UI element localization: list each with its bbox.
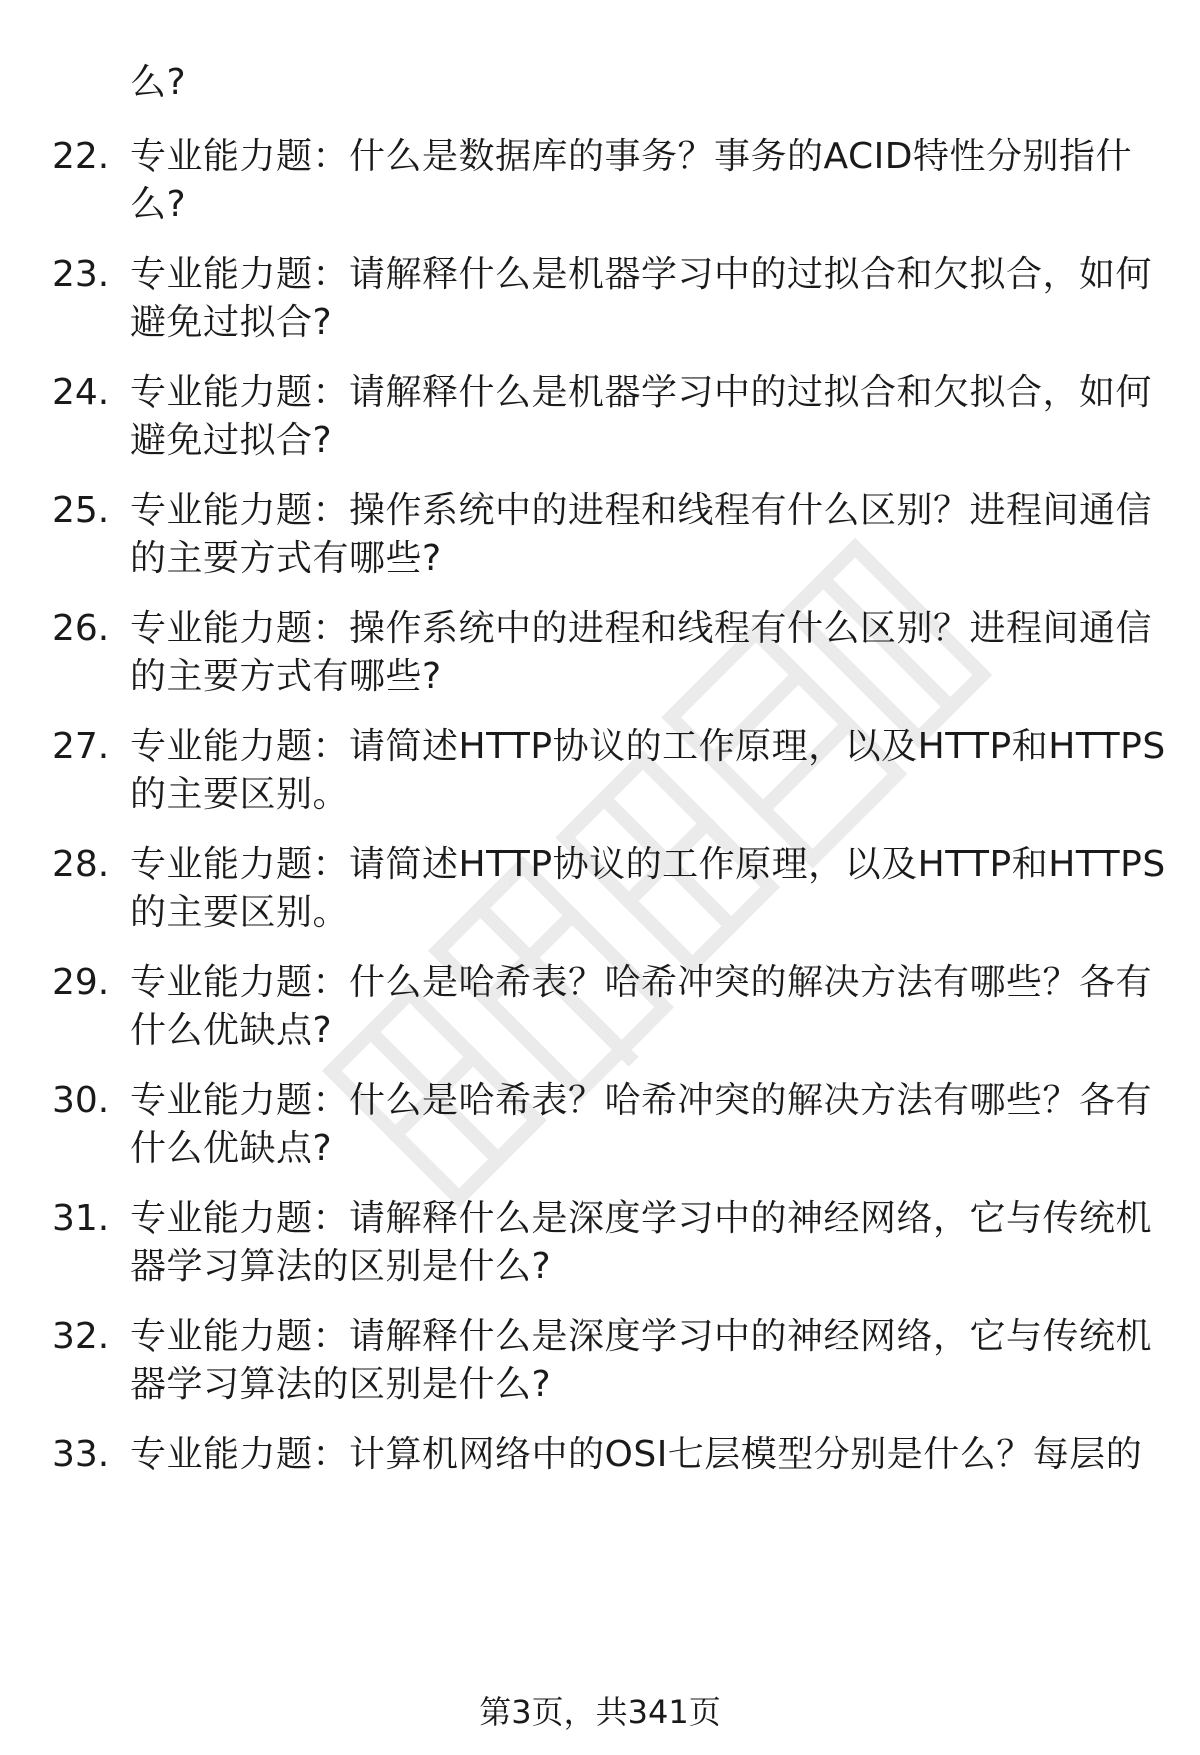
page-footer: 第3页，共341页: [479, 1693, 721, 1731]
item-text-line-1: 专业能力题：操作系统中的进程和线程有什么区别？进程间通信: [130, 490, 1153, 531]
item-text-line-2: 器学习算法的区别是什么?: [130, 1246, 552, 1287]
item-number: 27.: [52, 726, 110, 767]
item-number: 24.: [52, 372, 110, 413]
item-text-line-1: 专业能力题：请简述HTTP协议的工作原理，以及HTTP和HTTPS: [130, 844, 1166, 885]
item-text-line-1: 专业能力题：计算机网络中的OSI七层模型分别是什么？每层的: [130, 1434, 1143, 1475]
item-number: 30.: [52, 1080, 110, 1121]
item-text-line-1: 专业能力题：操作系统中的进程和线程有什么区别？进程间通信: [130, 608, 1153, 649]
item-text-line-2: 什么优缺点?: [130, 1128, 333, 1169]
item-text-line-2: 避免过拟合?: [130, 420, 333, 461]
item-number: 29.: [52, 962, 110, 1003]
item-number: 23.: [52, 254, 110, 295]
continuation-text: 么?: [130, 62, 187, 103]
item-text-line-1: 专业能力题：请解释什么是深度学习中的神经网络，它与传统机: [130, 1198, 1153, 1239]
item-text-line-1: 专业能力题：请解释什么是机器学习中的过拟合和欠拟合，如何: [130, 372, 1153, 413]
item-text-line-2: 的主要方式有哪些?: [130, 538, 442, 579]
item-text-line-2: 的主要区别。: [130, 892, 350, 933]
item-number: 33.: [52, 1434, 110, 1475]
item-text-line-1: 专业能力题：什么是哈希表？哈希冲突的解决方法有哪些？各有: [130, 962, 1153, 1003]
item-number: 25.: [52, 490, 110, 531]
item-text-line-2: 的主要方式有哪些?: [130, 656, 442, 697]
item-text-line-1: 专业能力题：请解释什么是深度学习中的神经网络，它与传统机: [130, 1316, 1153, 1357]
item-text-line-1: 专业能力题：请解释什么是机器学习中的过拟合和欠拟合，如何: [130, 254, 1153, 295]
item-text-line-1: 专业能力题：什么是哈希表？哈希冲突的解决方法有哪些？各有: [130, 1080, 1153, 1121]
item-number: 22.: [52, 136, 110, 177]
item-text-line-2: 什么优缺点?: [130, 1010, 333, 1051]
item-text-line-2: 避免过拟合?: [130, 302, 333, 343]
item-text-line-2: 器学习算法的区别是什么?: [130, 1364, 552, 1405]
item-text-line-2: 么?: [130, 184, 187, 225]
item-number: 32.: [52, 1316, 110, 1357]
item-text-line-1: 专业能力题：请简述HTTP协议的工作原理，以及HTTP和HTTPS: [130, 726, 1166, 767]
item-number: 31.: [52, 1198, 110, 1239]
item-text-line-2: 的主要区别。: [130, 774, 350, 815]
item-text-line-1: 专业能力题：什么是数据库的事务？事务的ACID特性分别指什: [130, 136, 1132, 177]
item-number: 28.: [52, 844, 110, 885]
item-number: 26.: [52, 608, 110, 649]
